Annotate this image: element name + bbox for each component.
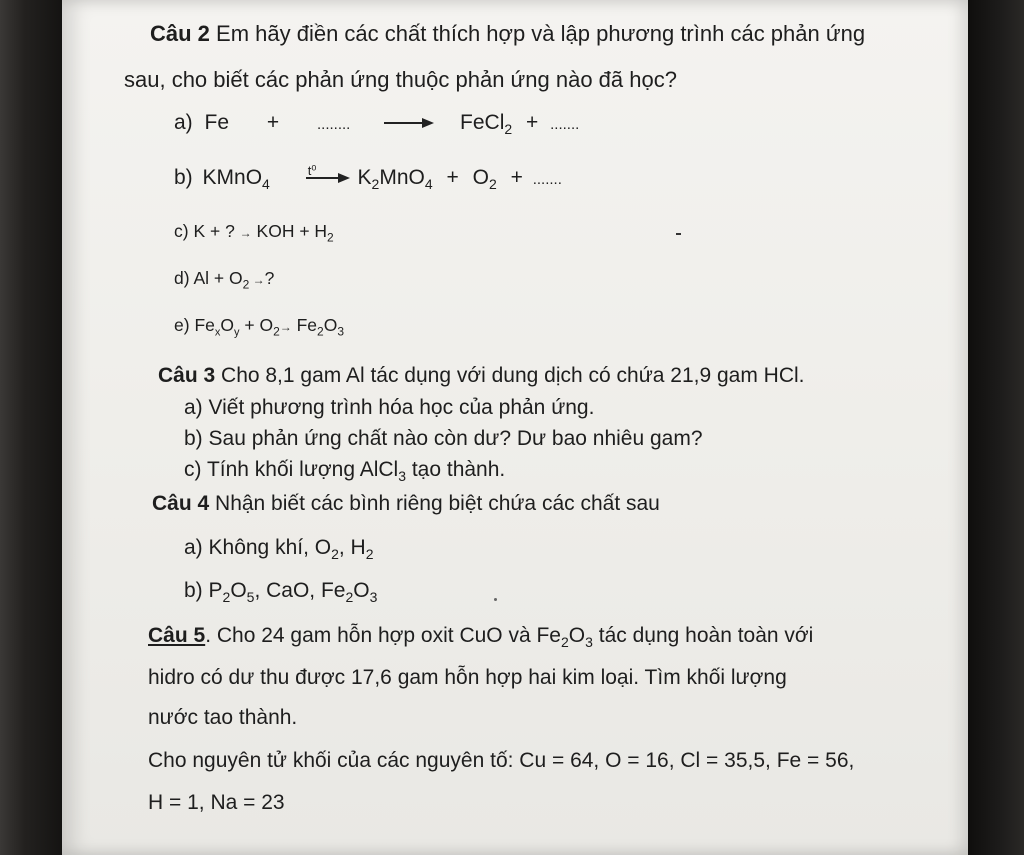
- q4-item-a: a) Không khí, $O_2$, $H_2$: [184, 536, 374, 563]
- q2-title-line2: sau, cho biết các phản ứng thuộc phản ứng nào đã học?: [124, 67, 677, 92]
- q3-item-a: a) Viết phương trình hóa học của phản ứng.: [184, 396, 595, 419]
- reaction-arrow-icon: [384, 117, 434, 129]
- q2-item-c: c) K + ? → KOH + $H_2$: [174, 221, 334, 245]
- stray-mark: [676, 233, 681, 235]
- stray-dot: [494, 598, 497, 601]
- document-page: [62, 0, 968, 855]
- q2-item-a: a) Fe + ........ FeCl$_2$ + .......: [174, 111, 580, 138]
- q2-item-d: d) $Al + O_2$ →?: [174, 268, 275, 292]
- atomic-mass-line2: H = 1, Na = 23: [148, 791, 285, 814]
- device-bezel-left: [0, 0, 62, 855]
- q3-item-c: c) Tính khối lượng AlCl$_3$ tạo thành.: [184, 458, 506, 485]
- device-bezel-right: [966, 0, 1024, 855]
- q2-item-b: b) KMnO$_4$ t⁰ $K_2MnO_4 + O_2$ + .......: [174, 163, 562, 193]
- q3-title: Câu 3 Cho 8,1 gam Al tác dụng với dung dịch có chứa 21,9 gam HCl.: [158, 364, 805, 387]
- q2-item-e: e) $Fe_xO_y + O_2\to Fe_2O_3$: [174, 315, 345, 339]
- q2-title: Câu 2 Em hãy điền các chất thích hợp và lập phương trình các phản ứng: [150, 21, 866, 46]
- q4-title: Câu 4 Nhận biết các bình riêng biệt chứa các chất sau: [152, 492, 660, 515]
- q5-line2: hidro có dư thu được 17,6 gam hỗn hợp hai kim loại. Tìm khối lượng: [148, 666, 787, 689]
- heat-arrow-icon: t⁰: [306, 172, 350, 184]
- q5-line1: Câu 5. Cho 24 gam hỗn hợp oxit CuO và $Fe_2O_3$ tác dụng hoàn toàn với: [148, 624, 814, 651]
- q5-line3: nước tao thành.: [148, 706, 298, 729]
- atomic-mass-line1: Cho nguyên tử khối của các nguyên tố: Cu = 64, O = 16, Cl = 35,5, Fe = 56,: [148, 749, 855, 772]
- q3-item-b: b) Sau phản ứng chất nào còn dư? Dư bao nhiêu gam?: [184, 427, 703, 450]
- q4-item-b: b) $P_2O_5$, CaO, $Fe_2O_3$: [184, 579, 378, 606]
